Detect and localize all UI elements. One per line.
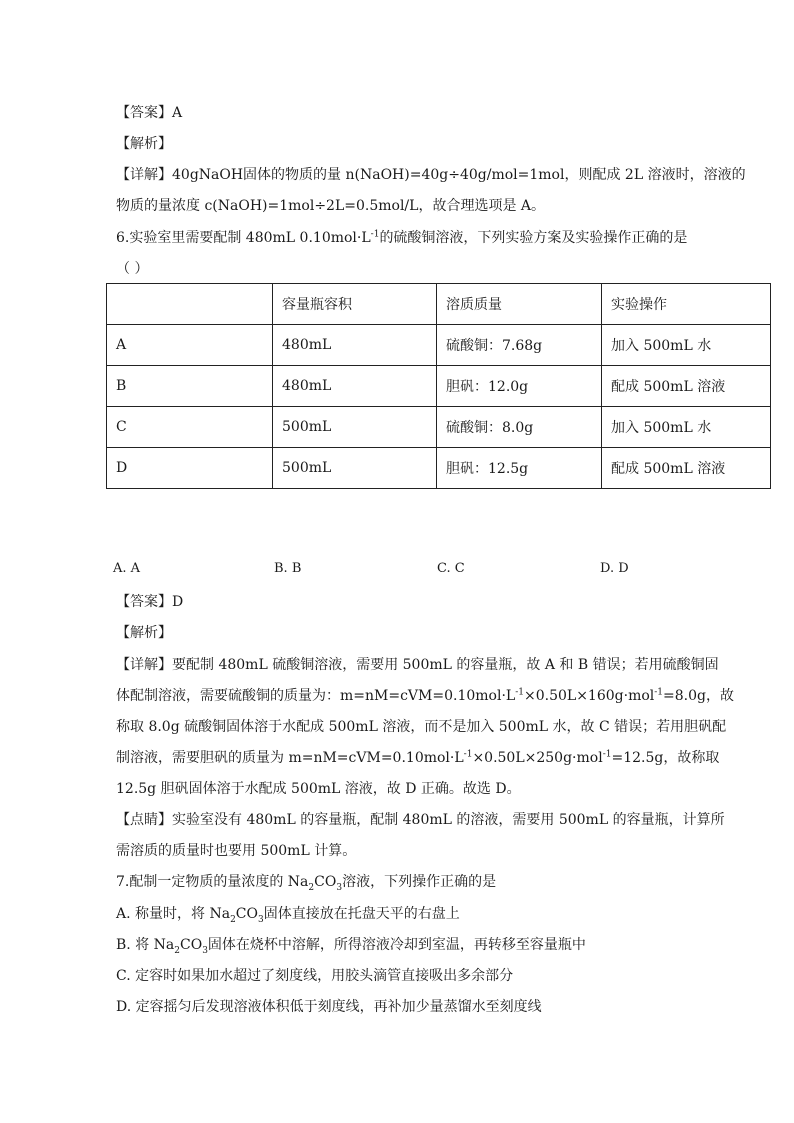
table-cell: D: [107, 448, 273, 489]
answer-tag: 【答案】: [116, 594, 172, 610]
table-cell: 胆矾：12.0g: [437, 366, 602, 407]
answer-tag: 【答案】: [116, 105, 172, 121]
tip-line-2: 需溶质的质量时也要用 500mL 计算。: [116, 843, 357, 859]
analysis-tag: 【解析】: [116, 625, 172, 641]
detail-tag: 【详解】: [116, 657, 172, 673]
table-row: [107, 448, 771, 489]
table-cell: 硫酸铜：8.0g: [437, 407, 602, 448]
detail-line-1: 【详解】40gNaOH固体的物质的量 n(NaOH)=40g÷40g/mol=1mol，则配成 2L 溶液时，溶液的: [116, 167, 746, 183]
choice-c: C. C: [437, 561, 465, 576]
answer-value: A: [172, 105, 183, 121]
analysis-tag: 【解析】: [116, 136, 172, 152]
detail-line-2: 物质的量浓度 c(NaOH)=1mol÷2L=0.5mol/L，故合理选项是 A。: [116, 198, 546, 214]
table-row: [107, 407, 771, 448]
table-header-cell: 溶质质量: [437, 284, 602, 325]
options-table: [106, 283, 771, 489]
table-header-cell: 实验操作: [602, 284, 771, 325]
detail-line-5: 12.5g 胆矾固体溶于水配成 500mL 溶液，故 D 正确。故选 D。: [116, 781, 521, 797]
table-cell: 配成 500mL 溶液: [602, 366, 771, 407]
detail-line-3: 称取 8.0g 硫酸铜固体溶于水配成 500mL 溶液，而不是加入 500mL 水，故 C 错误；若用胆矾配: [116, 719, 727, 735]
option-d: D. 定容摇匀后发现溶液体积低于刻度线，再补加少量蒸馏水至刻度线: [116, 999, 542, 1015]
table-cell: 480mL: [273, 366, 437, 407]
table-cell: C: [107, 407, 273, 448]
table-cell: B: [107, 366, 273, 407]
table-cell: 加入 500mL 水: [602, 325, 771, 366]
table-row: [107, 366, 771, 407]
question-6-stem: 6.实验室里需要配制 480mL $0.10mol\cdot L^{-1}$的硫酸铜溶液，下列实验方案及实验操作正确的是: [116, 229, 688, 246]
question-7-stem: 7.配制一定物质的量浓度的 $Na_2CO_3$溶液，下列操作正确的是: [116, 874, 497, 893]
table-cell: A: [107, 325, 273, 366]
choice-b: B. B: [274, 561, 302, 576]
table-cell: 加入 500mL 水: [602, 407, 771, 448]
option-b: B. 将 $Na_2CO_3$固体在烧杯中溶解，所得溶液冷却到室温，再转移至容量瓶中: [116, 937, 586, 956]
table-cell: 胆矾：12.5g: [437, 448, 602, 489]
table-header-cell: 容量瓶容积: [273, 284, 437, 325]
choice-a: A. A: [113, 561, 141, 576]
table-header-row: [107, 284, 771, 325]
option-c: C. 定容时如果加水超过了刻度线，用胶头滴管直接吸出多余部分: [116, 968, 514, 984]
option-a: A. 称量时，将 $Na_2CO_3$固体直接放在托盘天平的右盘上: [116, 906, 460, 925]
table-cell: 480mL: [273, 325, 437, 366]
table-cell: 硫酸铜：7.68g: [437, 325, 602, 366]
answer-value: D: [172, 594, 184, 610]
table-cell: 配成 500mL 溶液: [602, 448, 771, 489]
table-cell: 500mL: [273, 407, 437, 448]
table-header-cell: [107, 284, 273, 325]
question-6-paren: （ ）: [116, 261, 149, 277]
table-row: [107, 325, 771, 366]
table-cell: 500mL: [273, 448, 437, 489]
tip-line-1: 【点睛】实验室没有 480mL 的容量瓶，配制 480mL 的溶液，需要用 500mL 的容量瓶，计算所: [116, 812, 725, 828]
tip-tag: 【点睛】: [116, 812, 172, 828]
answer-line-q6: [116, 592, 183, 612]
detail-tag: 【详解】: [116, 167, 172, 183]
detail-line-4: 制溶液，需要胆矾的质量为 $m=nM=cVM=0.10mol\cdot L^{-1}\times 0.50L\times 250g\cdot mol^{-1}=12.5g$，故称取: [116, 749, 720, 766]
answer-line-q5: [116, 103, 182, 123]
detail-line-1: 【详解】要配制 480mL 硫酸铜溶液，需要用 500mL 的容量瓶，故 A 和 B 错误；若用硫酸铜固: [116, 657, 719, 673]
detail-line-2: 体配制溶液，需要硫酸铜的质量为：$m=nM=cVM=0.10mol\cdot L^{-1}\times 0.50L\times 160g\cdot mol^{-1}=8.0g$，故: [116, 687, 734, 704]
choice-d: D. D: [600, 561, 629, 576]
